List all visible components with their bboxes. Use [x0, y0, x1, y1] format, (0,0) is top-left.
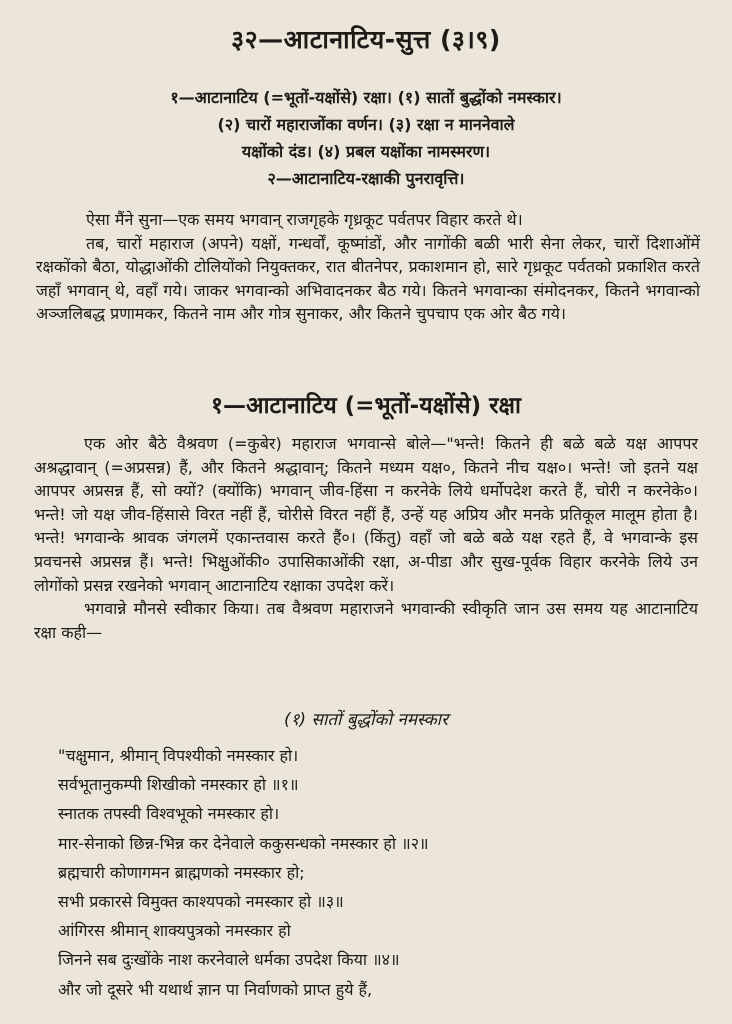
sutta-title: ३२—आटानाटिय-सुत्त (३।९) — [231, 25, 501, 54]
toc-line: यक्षोंको दंड। (४) प्रबल यक्षोंका नामस्मरण। — [241, 142, 491, 161]
body-section — [34, 432, 698, 644]
verse-line: ब्रह्मचारी कोणागमन ब्राह्मणको नमस्कार हो; — [58, 862, 305, 882]
verse-line: सभी प्रकारसे विमुक्त काश्यपको नमस्कार हो ॥३॥ — [58, 891, 344, 911]
verse-line: सर्वभूतानुकम्पी शिखीको नमस्कार हो ॥१॥ — [58, 775, 299, 795]
section-heading: १—आटानाटिय (=भूतों-यक्षोंसे) रक्षा — [211, 393, 521, 419]
verse-line: और जो दूसरे भी यथार्थ ज्ञान पा निर्वाणको प्राप्त हुये हैं, — [58, 979, 373, 999]
verse-line: मार-सेनाको छिन्न-भिन्न कर देनेवाले ककुसन्धको नमस्कार हो ॥२॥ — [58, 833, 429, 853]
toc-line: (२) चारों महाराजोंका वर्णन। (३) रक्षा न माननेवाले — [217, 115, 515, 134]
verse-line: स्नातक तपस्वी विश्वभूको नमस्कार हो। — [58, 804, 280, 824]
body-paragraph: एक ओर बैठे वैश्रवण (=कुबेर) महाराज भगवान्से बोले—"भन्ते! कितने ही बळे बळे यक्ष आपपर अश्रद्धावान् (=अप्रसन्न) हैं, और कितने श्रद्धावान्; कितने मध्यम यक्ष०, कितने नीच यक्ष०। भन्ते! जो इतने यक्ष आपपर अप्रसन्न हैं, सो क्यों? (क्योंकि) भगवान् जीव-हिंसा न करनेके लिये धर्मोपदेश करते हैं, चोरी न करनेके०। भन्ते! जो यक्ष जीव-हिंसासे विरत नहीं हैं, चोरीसे विरत नहीं हैं, उन्हें यह अप्रिय और मनके प्रतिकूल मालूम होता है। भन्ते! भगवान्के श्रावक जंगलमें एकान्तवास करते हैं०। (किंतु) वहाँ जो बळे बळे यक्ष रहते हैं, वे भगवान्के इस प्रवचनसे अप्रसन्न हैं। भन्ते! भिक्षुओंकी० उपासिकाओंकी रक्षा, अ-पीडा और सुख-पूर्वक विहार करनेके लिये उन लोगोंको प्रसन्न रखनेको भगवान् आटानाटिय रक्षाका उपदेश करें। — [34, 434, 698, 595]
verse-line: "चक्षुमान, श्रीमान् विपश्यीको नमस्कार हो। — [58, 746, 299, 765]
intro-section — [36, 208, 700, 326]
table-of-contents — [0, 84, 732, 192]
verse-block — [58, 741, 698, 1004]
toc-line: २—आटानाटिय-रक्षाकी पुनरावृत्ति। — [267, 169, 465, 188]
toc-line: १—आटानाटिय (=भूतों-यक्षोंसे) रक्षा। (१) सातों बुद्धोंको नमस्कार। — [170, 88, 562, 107]
sub-heading: (१) सातों बुद्धोंको नमस्कार — [283, 710, 449, 730]
body-paragraph: भगवान्ने मौनसे स्वीकार किया। तब वैश्रवण महाराजने भगवान्की स्वीकृति जान उस समय यह आटानाटिय रक्षा कही— — [34, 599, 698, 642]
verse-line: जिनने सब दुःखोंके नाश करनेवाले धर्मका उपदेश किया ॥४॥ — [58, 950, 400, 970]
intro-paragraph: ऐसा मैंने सुना—एक समय भगवान् राजगृहके गृध्रकूट पर्वतपर विहार करते थे। — [86, 210, 523, 229]
intro-paragraph: तब, चारों महाराज (अपने) यक्षों, गन्धर्वों, कूष्मांडों, और नागोंकी बळी भारी सेना लेकर, चारों दिशाओंमें रक्षकोंको बैठा, योद्धाओंकी टोलियोंको नियुक्तकर, रात बीतनेपर, प्रकाशमान हो, सारे गृध्रकूट पर्वतको प्रकाशित करते जहाँ भगवान् थे, वहाँ गये। जाकर भगवान्को अभिवादनकर बैठ गये। कितने भगवान्का संमोदनकर, कितने भगवान्को अञ्जलिबद्ध प्रणामकर, कितने नाम और गोत्र सुनाकर, और कितने चुपचाप एक ओर बैठ गये। — [36, 233, 700, 323]
verse-line: आंगिरस श्रीमान् शाक्यपुत्रको नमस्कार हो — [58, 921, 291, 941]
